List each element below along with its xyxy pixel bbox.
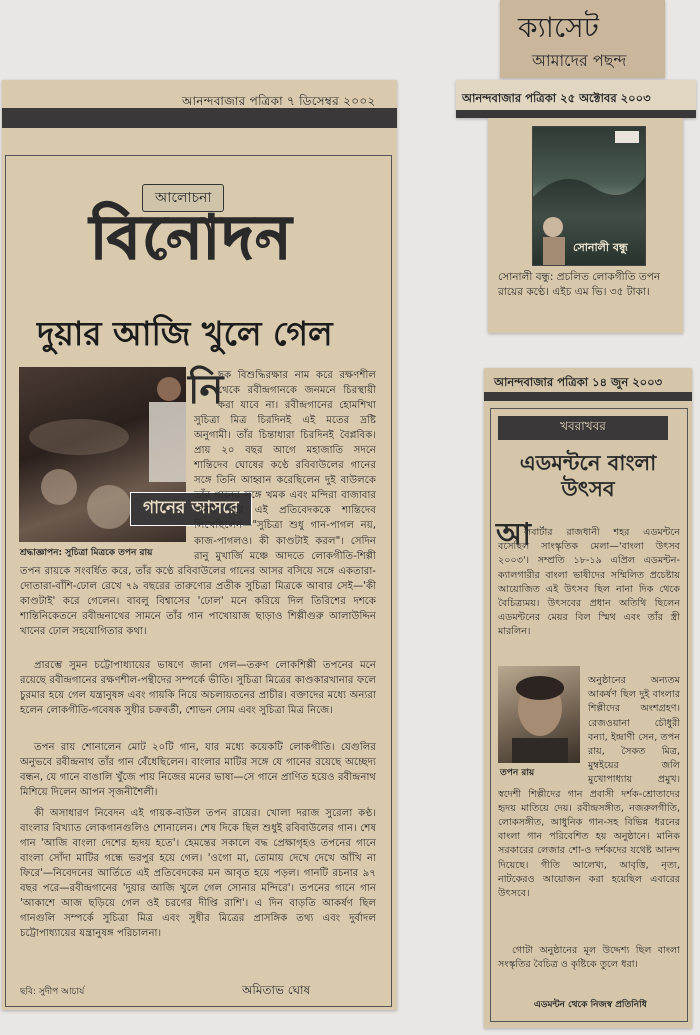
news-headline: এডমন্টনে বাংলা উৎসব [519, 451, 657, 501]
main-para-1: ছক বিশুদ্ধিরক্ষার নাম করে রক্ষণশীল থেকে রবীন্দ্রগানকে জনমনে চিরস্থায়ী করা যাবে না। রবীন্দ্রগানের হোমশিখা সুচিত্রা মিত্র চিরদিনই এই মতের দ্রষ্টি অনুগামী। তাঁর চিন্তাধারা চিরদিনই বৈপ্লবিক। প্রায় ২০ বছর আগে মহাজাতি সদনে শান্তিদেব ঘোষের কণ্ঠে রবিবাউলের গানের সঙ্গে তিনি আহ্বান করেছিলেন দুই বাউলকে তাঁর গানের সঙ্গে খমক এবং মন্দিরা বাজাবার জন্য। পরে এই প্রতিবেদককে শান্তিদেব লিখেছিলেন—"সুচিত্রা শুধু গান-পাগল নয়, কাজ-পাগলও। কী কাণ্ডটাই করল"। সেদিন রানু মুখার্জি মঞ্চে আদতে লোকগীতি-শিল্পী তপন রায়কে সংবর্ধিত করে, তাঁর কণ্ঠে রবিবাউলের গানের আসর বসিয়ে সঙ্গে একতারা-দোতারা-বাঁশি-ঢোল রেখে ৭৯ বছরের তারুণ্যের প্রতীক সুচিত্রা মিত্রকে আবার সেই—'কী কাণ্ডটাই' করে গেলেন। বাবলু বিশ্বাসের 'ঢোল' মনে করিয়ে দিল তিরিশের দশকে শান্তিনিকেতনে রবীন্দ্রনাথের সামনে তাঁর গান পাখোয়াজ ছাড়াও শিল্পীগুরু আলাউদ্দিন খানের ঢোল সহযোগিতার কথা। [20, 370, 376, 637]
cassette-cover [532, 126, 646, 266]
cassette-cover-title: সোনালী বন্ধু [573, 241, 628, 254]
section-title: বিনোদন [90, 203, 294, 273]
section-tag: আলোচনা [142, 184, 224, 212]
photo-label: গানের আসরে [130, 492, 252, 526]
news-para-1: লবার্টার রাজধানী শহর এডমন্টনে বসেছিল সাংস্কৃতিক মেলা—'বাংলা উৎসব ২০০৩'। সম্প্রতি ১৮-১৯ এপ্রিল এডমন্টন-ক্যালগারীর বাংলা ভাষীদের সম্মিলিত প্রচেষ্টায় আয়োজিত এই উৎসব ছিল নানা দিক থেকে বৈচিত্র্যময়। উৎসবের প্রধান অতিথি ছিলেন এডমন্টনের মেয়র বিল স্মিথ এবং তাঁর স্ত্রী মারলিন। [498, 527, 680, 638]
news-photo-caption: তপন রায় [500, 768, 535, 778]
cassette-caption: সোনালী বন্ধু: প্রচলিত লোকগীতি তপন রায়ের কণ্ঠে। এইচ এম ভি। ৩৫ টাকা। [498, 271, 661, 298]
news-section-tag: খবরাখবর [498, 416, 668, 440]
drop-cap: নি [188, 367, 224, 413]
para1-float-spacer [20, 368, 188, 560]
main-para-4: কী অসাধারণ নিবেদন এই গায়ক-বাউল তপন রায়ের। খোলা দরাজ সুরেলা কণ্ঠ। বাংলার বিখ্যাত লোকগানগুলিও শোনালেন। শেষ দিকে ছিল শুধুই রবিবাউলের গান। শেষ গান 'আজি বাংলা দেশের হৃদয় হতে'। হেমন্তের সকালে বদ্ধ প্রেক্ষাগৃহও তপনের গানে বাংলা সোঁদা মাটির গন্ধে ভরপুর হয়ে গেল। 'ওগো মা, তোমায় দেখে দেখে আঁখি না ফিরে'—নিবেদনের আর্তিতে এই প্রতিবেদকের মন আবৃত হয়ে পড়ল। গানটি রচনার ৯৭ বছর পরে—রবীন্দ্রগানের 'দুয়ার আজি খুলে গেল সোনার মন্দিরে'। তপনের গানে গান 'আকাশে আজ ছড়িয়ে গেল ওই চরণের দীপ্তি রাশি'। এ দিন বাড়তি আকর্ষণ ছিল গানগুলি সম্পর্কে সুচিত্রা মিত্র এবং সুধীর মিত্রের প্রাসঙ্গিক তথ্য এবং দুর্বাদল চট্টোপাধ্যায়ের যন্ত্রানুষঙ্গ পরিচালনা। [20, 808, 376, 940]
main-dateline: আনন্দবাজার পত্রিকা ৭ ডিসেম্বর ২০০২ [182, 94, 376, 108]
headline: দুয়ার আজি খুলে গেল [37, 314, 333, 353]
news-dateline: আনন্দবাজার পত্রিকা ১৪ জুন ২০০৩ [494, 375, 663, 389]
cassette-clipping [456, 80, 696, 118]
photo-credit: ছবি: সুদীপ আচার্য [20, 987, 85, 997]
cassette-dateline: আনন্দবাজার পত্রিকা ২৫ অক্টোবর ২০০৩ [462, 91, 651, 105]
photo-caption: শ্রদ্ধাজ্ঞাপন: সুচিত্রা মিত্রকে তপন রায় [20, 548, 153, 558]
cassette-header [500, 0, 665, 78]
main-para-2: প্রারম্ভে সুমন চট্টোপাধ্যায়ের ভাষণে জানা গেল—তরুণ লোকশিল্পী তপনের মনে রয়েছে রবীন্দ্রগানের রক্ষণশীল-পন্থীদের সম্পর্কে ভীতি। সুচিত্রা মিত্রের কাণ্ডকারখানার ফলে চুরমার হয়ে গেল যন্ত্রানুষঙ্গ এবং গায়কি নিয়ে অচলায়তনের প্রাচীর। বক্তাদের মধ্যে অন্যরা হলেন লোকগীতি-গবেষক সুধীর চক্রবর্তী, শোভন সোম এবং সুচিত্রা মিত্র নিজে। [20, 660, 376, 717]
news-clipping [484, 368, 692, 1028]
cassette-header-bar [456, 110, 696, 118]
news-header-bar [484, 392, 692, 401]
main-header-bar [2, 108, 397, 128]
para1-cap-spacer [194, 368, 218, 402]
cassette-title: ক্যাসেট [518, 11, 599, 44]
news-byline: এডমন্টন থেকে নিজস্ব প্রতিনিধি [534, 1000, 647, 1010]
news-para-3: গোটা অনুষ্ঠানের মূল উদ্দেশ্য ছিল বাংলা সংস্কৃতির বৈচিত্র ও কৃষ্টিকে তুলে ধরা। [498, 945, 680, 971]
cassette-subtitle: আমাদের পছন্দ [532, 51, 627, 70]
news-drop-cap: আ [496, 517, 531, 552]
main-para-3: তপন রায় শোনালেন মোট ২০টি গান, যার মধ্যে কয়েকটি লোকগীতি। যেগুলির অনুভবে রবীন্দ্রনাথ তাঁর গান বেঁধেছিলেন। বাংলার মাটির সঙ্গে যে গানের রয়েছে অচ্ছেদ্য বন্ধন, যে গানে বাঙালি খুঁজে পায় নিজের মনের ভাষা—সে গানে প্রাণিত হয়েও রবীন্দ্রনাথ মিশিয়ে দিলেন আপন সৃজনীশৈলী। [20, 742, 376, 799]
main-clipping [2, 80, 397, 1010]
news-float-spacer [498, 674, 584, 786]
news-para-2: অনুষ্ঠানের অন্যতম আকর্ষণ ছিল দুই বাংলার শিল্পীদের অংশগ্রহণ। রেজওয়ানা চৌধুরী বন্যা, ইন্দ্রাণী সেন, তপন রায়, সৈকত মিত্র, মুম্বইয়ের জলি মুখোপাধ্যায় প্রমুখ। স্বদেশী শিল্পীদের গান প্রবাসী দর্শক-শ্রোতাদের হৃদয় মাতিয়ে দেয়। রবীন্দ্রসঙ্গীত, নজরুলগীতি, লোকসঙ্গীত, আধুনিক গান-সহ বিভিন্ন ধরনের বাংলা গান পরিবেশিত হয় অনুষ্ঠানে। মানিক সরকারের লেজার শো-ও দর্শকদের যথেষ্ট আনন্দ দিয়েছে। গীতি আলেখ্য, আবৃত্তি, নৃত্য, নাটকেরও আয়োজন করা হয়েছিল এবারের উৎসবে। [498, 675, 680, 900]
cassette-card [488, 118, 683, 333]
byline: অমিতাভ ঘোষ [242, 983, 311, 997]
